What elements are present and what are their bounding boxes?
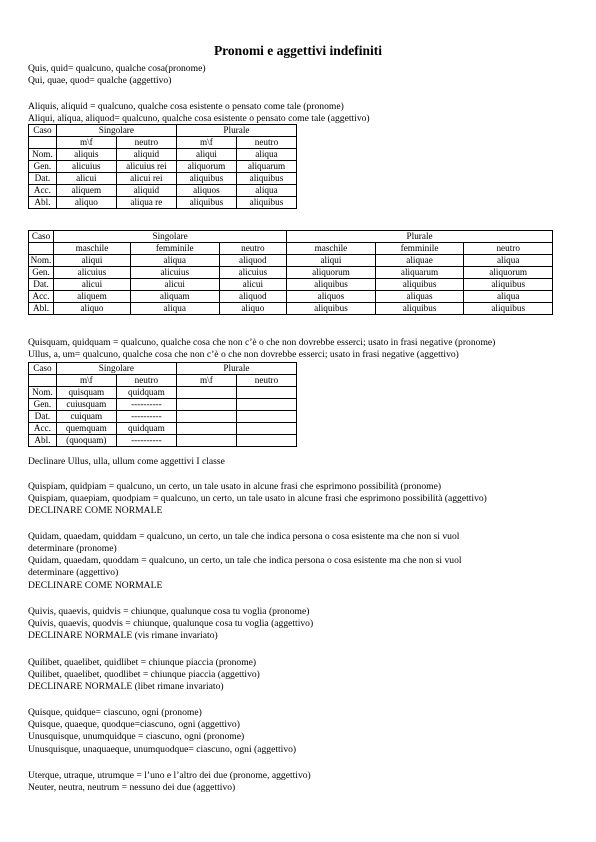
table-cell: aliqua: [130, 303, 219, 315]
quilibet-line: Quilibet, quaelibet, quodlibet = chiunque piaccia (aggettivo): [28, 669, 260, 680]
table-cell: [29, 137, 57, 149]
table-cell: ----------: [116, 411, 176, 423]
aliquis-line: Aliqui, aliqua, aliquod= qualcuno, qualche cosa esistente o pensato come tale (aggettivo): [28, 113, 370, 124]
table-cell: [236, 399, 296, 411]
table-cell: aliquibus: [375, 303, 464, 315]
table-subheader: maschile: [287, 243, 376, 255]
table-cell: Abl.: [29, 303, 54, 315]
table-row: [29, 423, 297, 435]
quisque-line: Quisque, quaeque, quodque=ciascuno, ogni (aggettivo): [28, 719, 240, 730]
table-cell: Dat.: [29, 173, 57, 185]
table-cell: Dat.: [29, 279, 54, 291]
table-row: [29, 279, 553, 291]
table-cell: [176, 435, 236, 447]
table-cell: aliquibus: [176, 173, 236, 185]
table-row: [29, 149, 297, 161]
table-cell: Gen.: [29, 161, 57, 173]
table-subheader: m\f: [176, 137, 236, 149]
table-cell: aliquae: [375, 255, 464, 267]
table-cell: aliqua: [236, 185, 296, 197]
table-row: [29, 161, 297, 173]
table-header-caso: Caso: [29, 125, 57, 137]
table-header-plurale: Plurale: [176, 125, 296, 137]
table-header-singolare: Singolare: [56, 363, 176, 375]
table-cell: aliqua: [464, 255, 553, 267]
table-cell: Nom.: [29, 387, 57, 399]
table-cell: aliquo: [56, 197, 116, 209]
table-cell: alicui: [54, 279, 131, 291]
table-cell: aliquibus: [176, 197, 236, 209]
table-cell: Abl.: [29, 197, 57, 209]
table-cell: aliquorum: [176, 161, 236, 173]
neuter-line: Neuter, neutra, neutrum = nessuno dei due (aggettivo): [28, 782, 236, 793]
table-cell: aliquis: [56, 149, 116, 161]
table-header-caso: Caso: [29, 231, 54, 243]
table-cell: aliquo: [219, 303, 287, 315]
table-cell: quisquam: [56, 387, 116, 399]
table-cell: aliqui: [287, 255, 376, 267]
table-cell: quidquam: [116, 387, 176, 399]
table-cell: [176, 411, 236, 423]
quidam-line: determinare (pronome): [28, 543, 117, 554]
quisquam-line: Ullus, a, um= qualcuno, qualche cosa che non c’è o che non dovrebbe esserci; usato in frasi negative (aggettivo): [28, 349, 459, 360]
quivis-line: Quivis, quaevis, quodvis = chiunque, qualunque cosa tu voglia (aggettivo): [28, 618, 314, 629]
quilibet-line: DECLINARE NORMALE (libet rimane invariato): [28, 681, 224, 692]
table-cell: [236, 411, 296, 423]
table-cell: alicuius: [130, 267, 219, 279]
table-cell: aliqua re: [116, 197, 176, 209]
quidam-line: DECLINARE COME NORMALE: [28, 580, 163, 591]
quidam-line: determinare (aggettivo): [28, 567, 119, 578]
table-cell: aliquos: [287, 291, 376, 303]
aliquis-line: Aliquis, aliquid = qualcuno, qualche cosa esistente o pensato come tale (pronome): [28, 101, 344, 112]
quivis-line: Quivis, quaevis, quidvis = chiunque, qualunque cosa tu voglia (pronome): [28, 606, 310, 617]
table-cell: aliqui: [54, 255, 131, 267]
quispiam-line: Quispiam, quidpiam = qualcuno, un certo, un tale usato in alcune frasi che esprimono possibilità (pronome): [28, 481, 442, 492]
table-cell: aliqui: [176, 149, 236, 161]
table-cell: aliquibus: [464, 279, 553, 291]
table-cell: Nom.: [29, 255, 54, 267]
table-subheader: neutro: [116, 375, 176, 387]
table-row: [29, 435, 297, 447]
table-cell: [236, 387, 296, 399]
table-cell: (quoquam): [56, 435, 116, 447]
table-cell: aliquem: [54, 291, 131, 303]
table-cell: alicui: [56, 173, 116, 185]
quisque-line: Quisque, quidque= ciascuno, ogni (pronome): [28, 707, 202, 718]
ullus-note: Declinare Ullus, ulla, ullum come aggettivi I classe: [28, 456, 225, 467]
table-subheader: m\f: [56, 375, 116, 387]
table-row: [29, 411, 297, 423]
table-cell: alicuius: [56, 161, 116, 173]
table-cell: aliqua: [236, 149, 296, 161]
table-cell: aliquibus: [287, 303, 376, 315]
table-cell: Nom.: [29, 149, 57, 161]
table-subheader: femminile: [130, 243, 219, 255]
table-cell: Abl.: [29, 435, 57, 447]
table-subheader: maschile: [54, 243, 131, 255]
table-cell: [176, 387, 236, 399]
table-cell: aliquo: [54, 303, 131, 315]
table-cell: Gen.: [29, 267, 54, 279]
quisque-line: Unusquisque, unaquaeque, unumquodque= ciascuno, ogni (aggettivo): [28, 744, 297, 755]
table-cell: cuiquam: [56, 411, 116, 423]
table-cell: quemquam: [56, 423, 116, 435]
table-cell: aliquem: [56, 185, 116, 197]
table-subheader: neutro: [464, 243, 553, 255]
table-cell: aliquod: [219, 291, 287, 303]
table-header-caso: Caso: [29, 363, 57, 375]
table-subheader: femminile: [375, 243, 464, 255]
table-subheader: neutro: [116, 137, 176, 149]
intro-line: Quis, quid= qualcuno, qualche cosa(pronome): [28, 63, 206, 74]
table-row: [29, 291, 553, 303]
table-cell: ----------: [116, 399, 176, 411]
quidam-line: Quidam, quaedam, quoddam = qualcuno, un certo, un tale che indica persona o cosa esistente ma che non si vuol: [28, 555, 462, 566]
table-cell: Acc.: [29, 423, 57, 435]
table-row: [29, 173, 297, 185]
table-subheader: neutro: [219, 243, 287, 255]
table-cell: Acc.: [29, 185, 57, 197]
table-row: [29, 197, 297, 209]
table-row: [29, 303, 553, 315]
table-cell: alicui: [219, 279, 287, 291]
table-cell: Dat.: [29, 411, 57, 423]
table-subheader: neutro: [236, 137, 296, 149]
page-title: Pronomi e aggettivi indefiniti: [213, 43, 383, 58]
table-cell: cuiusquam: [56, 399, 116, 411]
table-cell: Acc.: [29, 291, 54, 303]
table-cell: aliquarum: [375, 267, 464, 279]
table-header-singolare: Singolare: [54, 231, 287, 243]
table-subheader: m\f: [176, 375, 236, 387]
table-cell: aliquid: [116, 185, 176, 197]
declension-table-quisquam: [28, 362, 297, 447]
table-cell: aliquorum: [287, 267, 376, 279]
table-cell: Gen.: [29, 399, 57, 411]
table-header-singolare: Singolare: [56, 125, 176, 137]
table-cell: aliqua: [464, 291, 553, 303]
intro-line: Qui, quae, quod= qualche (aggettivo): [28, 75, 172, 86]
table-cell: aliquos: [176, 185, 236, 197]
table-cell: aliquid: [116, 149, 176, 161]
table-cell: aliquarum: [236, 161, 296, 173]
table-cell: aliquibus: [375, 279, 464, 291]
table-row: [29, 267, 553, 279]
table-cell: aliquorum: [464, 267, 553, 279]
declension-table-aliqui: [28, 230, 553, 315]
table-cell: aliquas: [375, 291, 464, 303]
table-cell: [29, 243, 54, 255]
table-cell: alicuius rei: [116, 161, 176, 173]
table-cell: quidquam: [116, 423, 176, 435]
table-header-plurale: Plurale: [176, 363, 296, 375]
quispiam-line: Quispiam, quaepiam, quodpiam = qualcuno, un certo, un tale usato in alcune frasi che esprimono possibilità (aggettivo): [28, 493, 487, 504]
quilibet-line: Quilibet, quaelibet, quidlibet = chiunque piaccia (pronome): [28, 657, 257, 668]
table-cell: alicui rei: [116, 173, 176, 185]
uterque-line: Uterque, utraque, utrumque = l’uno e l’altro dei due (pronome, aggettivo): [28, 770, 311, 781]
quivis-line: DECLINARE NORMALE (vis rimane invariato): [28, 630, 218, 641]
quisquam-line: Quisquam, quidquam = qualcuno, qualche cosa che non c’è o che non dovrebbe esserci; usato in frasi negative (pronome): [28, 337, 496, 348]
table-subheader: neutro: [236, 375, 296, 387]
table-cell: alicuius: [54, 267, 131, 279]
quispiam-line: DECLINARE COME NORMALE: [28, 505, 163, 516]
table-row: [29, 185, 297, 197]
table-cell: aliquam: [130, 291, 219, 303]
table-subheader: m\f: [56, 137, 116, 149]
table-cell: [176, 423, 236, 435]
table-cell: alicui: [130, 279, 219, 291]
table-row: [29, 399, 297, 411]
declension-table-aliquis: [28, 124, 297, 209]
table-cell: [236, 423, 296, 435]
table-cell: [29, 375, 57, 387]
table-cell: aliquibus: [236, 173, 296, 185]
table-cell: aliquod: [219, 255, 287, 267]
table-cell: aliquibus: [287, 279, 376, 291]
table-cell: [236, 435, 296, 447]
quidam-line: Quidam, quaedam, quiddam = qualcuno, un certo, un tale che indica persona o cosa esistente ma che non si vuol: [28, 531, 460, 542]
table-row: [29, 255, 553, 267]
quisque-line: Unusquisque, unumquidque = ciascuno, ogni (pronome): [28, 731, 245, 742]
table-header-plurale: Plurale: [287, 231, 553, 243]
table-cell: aliquibus: [464, 303, 553, 315]
table-cell: aliqua: [130, 255, 219, 267]
table-row: [29, 387, 297, 399]
table-cell: aliquibus: [236, 197, 296, 209]
table-cell: ----------: [116, 435, 176, 447]
table-cell: [176, 399, 236, 411]
table-cell: alicuius: [219, 267, 287, 279]
